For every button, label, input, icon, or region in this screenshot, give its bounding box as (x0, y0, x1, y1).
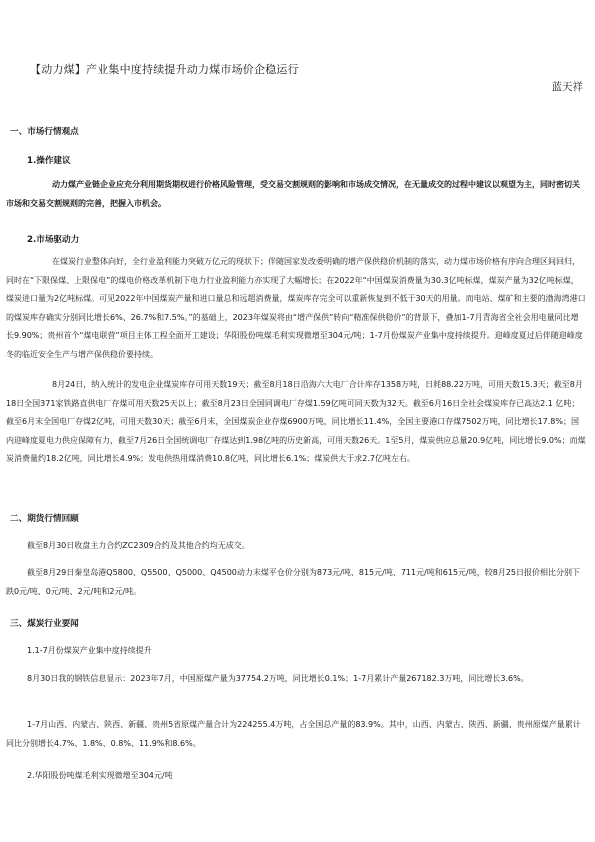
drivers-paragraph-2: 8月24日，纳入统计的发电企业煤炭库存可用天数19天；截至8月18日沿海六大电厂合计库存1358万吨，日耗88.22万吨，可用天数15.3天；截至8月18日全国371家铁路直供电厂存煤可用天数25天以上；截至8月23日全国同调电厂存煤1.59亿吨可同天数为32天。截至6月16日全社会煤炭库存已高达2.1 亿吨；截至6月末全国电厂存煤2亿吨，可用天数30天；截至6月末，全国煤炭企业存煤6900万吨，同比增长11.4%，全国主要港口存煤7502万吨，同比增长17.8%；国内迎峰度夏电力供应保障有力，截至7月26日全国统调电厂存煤达到1.98亿吨的历史新高，可用天数26天。1至5月，煤炭供应总量20.9亿吨，同比增长9.0%；而煤炭消费量约18.2亿吨，同比增长4.9%；发电供热用煤消费10.8亿吨，同比增长6.1%；煤炭供大于求2.7亿吨左右。 (6, 380, 586, 463)
subheading-market-drivers: 2.市场驱动力 (27, 235, 80, 245)
news-heading-2: 2.华阳股份吨煤毛利实现微增至304元/吨 (27, 771, 173, 780)
author-name: 蓝天祥 (551, 81, 583, 93)
news-heading-1: 1.1-7月份煤炭产业集中度持续提升 (27, 646, 152, 655)
section-heading-futures-review: 二、期货行情回顾 (10, 514, 79, 524)
news1-paragraph-2: 1-7月山西、内蒙古、陕西、新疆、贵州5省原煤产量合计为224255.4万吨，占全国总产量的83.9%。其中，山西、内蒙古、陕西、新疆、贵州原煤产量累计同比分别增长4.7%、1.8%、0.8%、11.9%和8.6%。 (6, 720, 581, 748)
review-paragraph-2: 截至8月29日秦皇岛港Q5800、Q5500、Q5000、Q4500动力末煤平仓价分别为873元/吨、815元/吨、711元/吨和615元/吨，较8月25日报价相比分别下跌0元/吨、0元/吨、2元/吨和2元/吨。 (6, 568, 581, 596)
subheading-operation-advice: 1.操作建议 (27, 156, 71, 166)
document-title: 【动力煤】产业集中度持续提升动力煤市场价企稳运行 (30, 63, 299, 76)
advice-paragraph: 动力煤产业链企业应充分利用期货期权进行价格风险管理，受交易交割规则的影响和市场成交情况，在无量成交的过程中建议以观望为主，同时密切关市场和交易交割规则的完善，把握入市机会。 (6, 180, 580, 208)
section-heading-industry-news: 三、煤炭行业要闻 (10, 619, 79, 629)
review-paragraph-1: 截至8月30日收盘主力合约ZC2309合约及其他合约均无成交。 (27, 541, 250, 550)
section-heading-market-view: 一、市场行情观点 (10, 127, 79, 137)
drivers-paragraph-1: 在煤炭行业整体向好，全行业盈利能力突破万亿元的现状下；伴随国家发改委明确的增产保供稳价机制的落实，动力煤市场价格有序向合理区间回归，同时在“下限保煤、上限保电”的煤电价格改革机制下电力行业盈利能力亦实现了大幅增长；在2022年“中国煤炭消费量为30.3亿吨标煤，煤炭产量为32亿吨标煤，煤炭进口量为2亿吨标煤。可见2022年中国煤炭产量和进口量总和远超消费量，煤炭库存完全可以重新恢复到不低于30天的用量。而电站、煤矿和主要的渤海湾港口的煤炭库存确实分别同比增长6%、26.7%和7.5%。”的基础上，2023年煤炭将由“增产保供”转向“精准保供稳价”的背景下，叠加1-7月青海省全社会用电量同比增长9.90%；贵州首个“煤电联营”项目主体工程全面开工建设；华阳股份吨煤毛利实现微增至304元/吨；1-7月份煤炭产业集中度持续提升。迎峰度夏过后伴随迎峰度冬的临近安全生产与增产保供稳价要持续。 (6, 257, 586, 359)
news1-paragraph-1: 8月30日我的钢铁信息显示：2023年7月，中国原煤产量为37754.2万吨，同比增长0.1%；1-7月累计产量267182.3万吨，同比增长3.6%。 (27, 674, 529, 683)
